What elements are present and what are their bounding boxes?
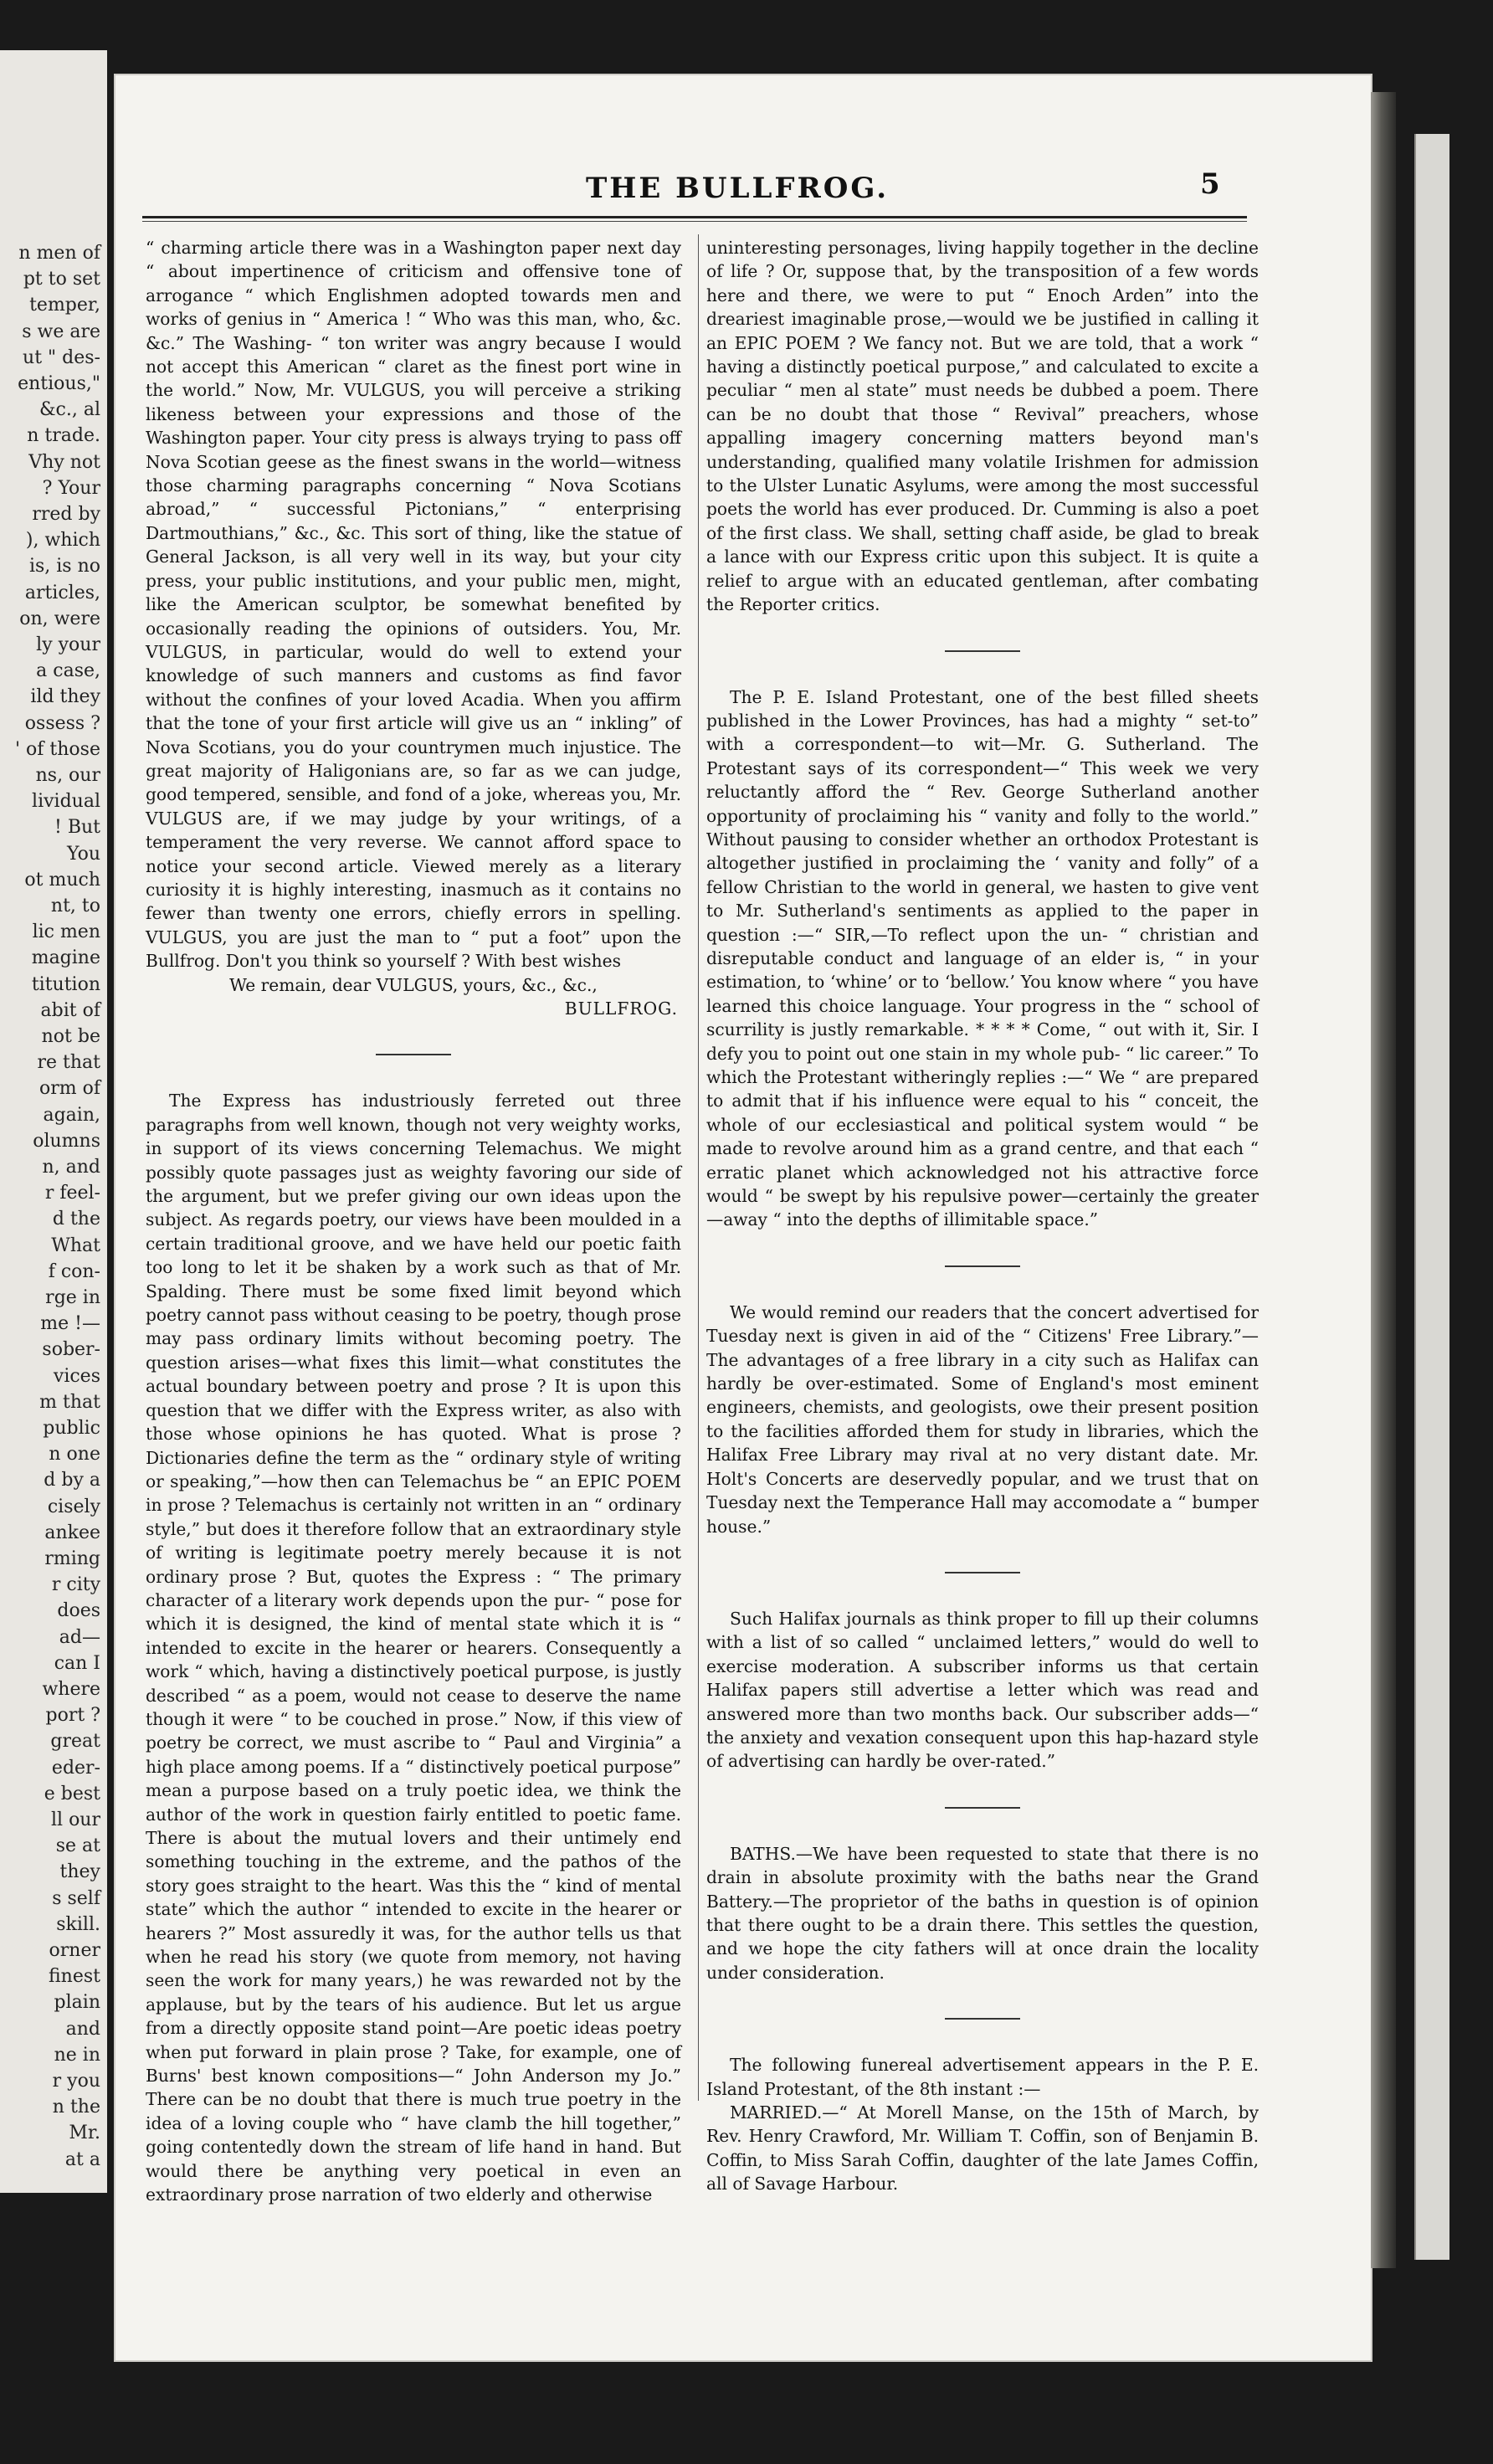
prev-page-fragment: r city bbox=[51, 1574, 100, 1596]
prev-page-fragment: ' of those bbox=[15, 738, 100, 760]
prev-page-fragment: eder- bbox=[51, 1757, 100, 1779]
prev-page-fragment: What bbox=[51, 1235, 100, 1256]
prev-page-fragment: r feel- bbox=[44, 1183, 100, 1204]
protestant-article: The P. E. Island Protestant, one of the best filled sheets published in the Lower Provinces, has had a mighty “ set-to” with a correspondent—to wit—Mr. G. Sutherland. The Protestant says of its correspondent—“ This week we very reluctantly afford the “ Rev. George Sutherland another opportunity of proclaiming his “ vanity and folly to the world.” Without pausing to consider whether an orthodox Protestant is altogether justified in proclaiming the ‘ vanity and folly” of a fellow Christian to the world in general, we hasten to give vent to Mr. Sutherland's sentiments as applied to the paper in question :—“ SIR,—To reflect upon the un- “ christian and disreputable conduct and language of an elder is, “ in your estimation, to ‘whine’ or to ‘bellow.’ You know where “ you have learned this choice language. Your progress in the “ school of scurrility is justly remarkable. * * * * Come, “ out with it, Sir. I defy you to point out one stain in my whole pub- “ lic career.” To which the Protestant witheringly replies :—“ We “ are prepared to admit that if his influence were equal to his “ conceit, the whole of our ecclesiastical and political system would “ be made to revolve around him as a grand centre, and that each “ erratic planet which acknowledged not his attractive force would “ be swept by his repulsive power—certainly the greater—away “ into the depths of illimitable space.” bbox=[706, 686, 1259, 1230]
prev-page-fragment: cisely bbox=[47, 1496, 100, 1517]
prev-page-fragment: temper, bbox=[29, 295, 100, 316]
prev-page-fragment: ut " des- bbox=[23, 346, 100, 368]
prev-page-fragment: nt, to bbox=[50, 896, 100, 916]
prev-page-fragment: s self bbox=[52, 1887, 100, 1909]
prev-page-fragment: re that bbox=[37, 1052, 100, 1074]
prev-page-fragment: ad— bbox=[59, 1626, 100, 1648]
section-separator bbox=[945, 1807, 1020, 1809]
section-separator bbox=[376, 1054, 451, 1055]
prev-page-fragment: port ? bbox=[45, 1705, 100, 1727]
concert-notice: We would remind our readers that the concert advertised for Tuesday next is given in aid of the “ Citizens' Free Library.”—The advantages of a free library in a city such as Halifax can hardly be over-estimated. Some of England's most eminent engineers, chemists, and geologists, owe their present position to the facilities afforded them for study in libraries, which the Halifax Free Library may rival at no very distant date. Mr. Holt's Concerts are deservedly popular, and we trust that on Tuesday next the Temperance Hall may accomodate a “ bumper house.” bbox=[706, 1301, 1259, 1537]
prev-page-fragment: at a bbox=[64, 2148, 100, 2170]
prev-page-fragment: ossess ? bbox=[24, 712, 100, 734]
prev-page-fragment: ly your bbox=[36, 634, 100, 655]
prev-page-fragment: does bbox=[57, 1600, 100, 1622]
section-separator bbox=[945, 2018, 1020, 2020]
prev-page-fragment: n trade. bbox=[27, 425, 100, 447]
baths-notice: BATHS.—We have been requested to state that there is no drain in absolute proximity with the baths near the Grand Battery.—The proprietor of the baths in question is of opinion that there ought to be a drain there. This settles the question, and we hope the city fathers will at once drain the locality under consideration. bbox=[706, 1843, 1259, 1983]
page-shadow bbox=[1371, 92, 1396, 2268]
prev-page-fragment: not be bbox=[41, 1026, 100, 1047]
prev-page-fragment: lividual bbox=[32, 791, 100, 813]
section-separator bbox=[945, 1265, 1020, 1267]
prev-page-fragment: entious," bbox=[18, 373, 100, 394]
prev-page-fragment: n men of bbox=[18, 243, 100, 264]
prev-page-fragment: d the bbox=[52, 1209, 100, 1230]
prev-page-fragment: orm of bbox=[38, 1078, 100, 1100]
prev-page-fragment: olumns bbox=[33, 1130, 100, 1152]
express-article-continued: uninteresting personages, living happily together in the decline of life ? Or, suppose that, by the transposition of a few words here and there, we were to put “ Enoch Arden” into the dreariest imaginable prose,—would we be justified in calling it an EPIC POEM ? We fancy not. But we are told, that a work “ having a distinctly poetical purpose,” and calculated to excite a peculiar “ men al state” must needs be dubbed a poem. There can be no doubt that those “ Revival” preachers, whose appalling imagery concerning matters beyond man's understanding, qualified many volatile Irishmen for admission to the Ulster Lunatic Asylums, were among the most successful poets the world has ever produced. Dr. Cumming is also a poet of the first class. We shall, setting chaff aside, be glad to break a lance with our Express critic upon this subject. It is quite a relief to argue with an educated gentleman, after combating the Reporter critics. bbox=[706, 238, 1259, 615]
header-rule bbox=[142, 216, 1247, 218]
previous-page-edge bbox=[0, 50, 107, 2193]
prev-page-fragment: e best bbox=[44, 1783, 100, 1804]
prev-page-fragment: lic men bbox=[32, 921, 100, 943]
prev-page-fragment: great bbox=[50, 1731, 100, 1753]
prev-page-fragment: ne in bbox=[54, 2044, 100, 2066]
prev-page-fragment: again, bbox=[43, 1104, 100, 1126]
right-column bbox=[706, 236, 1259, 2196]
prev-page-fragment: n one bbox=[49, 1444, 100, 1466]
running-head: THE BULLFROG. bbox=[586, 172, 890, 205]
prev-page-fragment: ns, our bbox=[35, 765, 100, 786]
prev-page-fragment: rred by bbox=[32, 504, 100, 525]
prev-page-fragment: articles, bbox=[24, 582, 100, 603]
section-separator bbox=[945, 1572, 1020, 1573]
letter-closing: We remain, dear VULGUS, yours, &c., &c., bbox=[229, 974, 598, 995]
prev-page-fragment: me !— bbox=[40, 1313, 100, 1335]
prev-page-fragment: s we are bbox=[22, 321, 100, 342]
prev-page-fragment: rming bbox=[44, 1548, 100, 1569]
prev-page-fragment: orner bbox=[49, 1940, 100, 1961]
left-column bbox=[146, 236, 681, 2207]
prev-page-fragment: public bbox=[43, 1418, 100, 1439]
letters-notice: Such Halifax journals as think proper to fill up their columns with a list of so called “ unclaimed letters,” would do well to exercise moderation. A subscriber informs us that certain Halifax papers still advertise a letter which was read and answered more than two months back. Our subscriber adds—“ the anxiety and vexation consequent upon this hap-hazard style of advertising can hardly be over-rated.” bbox=[706, 1608, 1259, 1772]
prev-page-fragment: on, were bbox=[19, 608, 100, 629]
prev-page-fragment: and bbox=[65, 2018, 100, 2040]
prev-page-fragment: m that bbox=[39, 1391, 100, 1413]
prev-page-fragment: n the bbox=[52, 2097, 100, 2118]
prev-page-fragment: Vhy not bbox=[28, 451, 100, 473]
header-rule-thin bbox=[142, 221, 1247, 222]
letter-signature: BULLFROG. bbox=[564, 998, 678, 1019]
prev-page-fragment: is, is no bbox=[28, 556, 100, 578]
express-article: The Express has industriously ferreted out three paragraphs from well known, though not very weighty works, in support of its views concerning Telemachus. We might possibly quote passages just as weighty favoring our side of the argument, but we prefer giving our own ideas upon the subject. As regards poetry, our views have been moulded in a certain traditional groove, and we have held our poetic faith too long to let it be shaken by a work such as that of Mr. Spalding. There must be some fixed limit beyond which poetry cannot pass without ceasing to be poetry, though prose may pass ordinary limits without becoming poetry. The question arises—what fixes this limit—what constitutes the actual boundary between poetry and prose ? It is upon this question that we differ with the Express writer, as also with those whose opinions he has quoted. What is prose ? Dictionaries define the term as the “ ordinary style of writing or speaking,”—how then can Telemachus be “ an EPIC POEM in prose ? Telemachus is certainly not written in an “ ordinary style,” but does it therefore follow that an extraordinary style of writing is legitimate poetry merely because it is not ordinary prose ? But, quotes the Express : “ The primary character of a literary work depends upon the pur- “ pose for which it is designed, the kind of mental state which it is “ intended to excite in the hearer or hearers. Consequently a work “ which, having a distinctively poetical purpose, is justly described “ as a poem, would not cease to deserve the name though it were “ to be couched in prose.” Now, if this view of poetry be correct, we must ascribe to “ Paul and Virginia” a high place among poems. If a “ distinctively poetical purpose” mean a purpose based on a truly poetic idea, we think the author of the work in question fairly entitled to poetic fame. There is about the mutual lovers and their untimely end something touching in the extreme, and the pathos of the story goes straight to the heart. Was this the “ kind of mental state” which the author “ intended to excite in the hearer or hearers ?” Most assuredly it was, for the author tells us that when he read his story (we quote from memory, not having seen the work for many years,) he was rewarded not by the applause, but by the tears of his audience. But let us argue from a directly opposite stand point—Are poetic ideas poetry when put forward in plain prose ? Take, for example, one of Burns' best known compositions—“ John Anderson my Jo.” There can be no doubt that there is much true poetry in the idea of a loving couple who “ have clamb the hill together,” going contentedly down the stream of life hand in hand. But would there be anything very poetical in even an extraordinary prose narration of two elderly and otherwise bbox=[146, 1091, 681, 2205]
prev-page-fragment: titution bbox=[31, 973, 100, 995]
page-number: 5 bbox=[1200, 167, 1220, 201]
prev-page-fragment: f con- bbox=[48, 1260, 100, 1282]
prev-page-fragment: &c., al bbox=[38, 399, 100, 421]
prev-page-fragment: ild they bbox=[30, 686, 100, 708]
prev-page-fragment: where bbox=[42, 1679, 100, 1700]
prev-page-fragment: skill. bbox=[56, 1913, 100, 1935]
column-divider bbox=[698, 234, 699, 2101]
prev-page-fragment: they bbox=[59, 1861, 100, 1883]
prev-page-fragment: se at bbox=[55, 1835, 100, 1857]
prev-page-fragment: vices bbox=[53, 1365, 100, 1387]
vulgus-letter-body: “ charming article there was in a Washington paper next day “ about impertinence of criticism and offensive tone of arrogance “ which Englishmen adopted towards men and works of genius in “ America ! “ Who was this man, who, &c. &c.” The Washing- “ ton writer was angry because I would not accept this American “ claret as the finest port wine in the world.” Now, Mr. VULGUS, you will perceive a striking likeness between your expressions and those of the Washington paper. Your city press is always trying to pass off Nova Scotian geese as the finest swans in the world—witness those charming paragraphs concerning “ Nova Scotians abroad,” “ successful Pictonians,” “ enterprising Dartmouthians,” &c., &c. This sort of thing, like the statue of General Jackson, is all very well in its way, but your city press, your public institutions, and your public men, might, like the American sculptor, be somewhat benefited by occasionally reading the opinions of outsiders. You, Mr. VULGUS, in particular, would do well to extend your knowledge of such manners and customs as find favor without the confines of your loved Acadia. When you affirm that the tone of your first article will give us an “ inkling” of Nova Scotians, you do your countrymen much injustice. The great majority of Haligonians are, so far as we can judge, good tempered, sensible, and fond of a joke, whereas you, Mr. VULGUS are, if we may judge by your writings, of a temperament the very reverse. We cannot afford space to notice your second article. Viewed merely as a literary curiosity it is highly interesting, inasmuch as it contains no fewer than twenty one errors, chiefly errors in spelling. VULGUS, you are just the man to “ put a foot” upon the Bullfrog. Don't you think so yourself ? With best wishes bbox=[146, 238, 681, 972]
prev-page-fragment: rge in bbox=[45, 1287, 100, 1308]
prev-page-fragment: ll our bbox=[51, 1810, 100, 1830]
prev-page-fragment: r you bbox=[52, 2071, 100, 2092]
prev-page-fragment: ! But bbox=[54, 817, 100, 839]
prev-page-fragment: plain bbox=[54, 1992, 100, 2014]
prev-page-fragment: d by a bbox=[44, 1470, 100, 1491]
prev-page-fragment: abit of bbox=[40, 999, 100, 1021]
prev-page-fragment: ? Your bbox=[42, 477, 100, 499]
prev-page-fragment: sober- bbox=[42, 1339, 100, 1361]
prev-page-fragment: magine bbox=[31, 947, 100, 969]
prev-page-fragment: ankee bbox=[44, 1522, 100, 1543]
prev-page-fragment: can I bbox=[54, 1652, 100, 1674]
prev-page-fragment: finest bbox=[49, 1966, 100, 1988]
prev-page-fragment: Mr. bbox=[69, 2123, 100, 2144]
prev-page-fragment: ), which bbox=[25, 530, 100, 552]
prev-page-fragment: n, and bbox=[42, 1157, 100, 1178]
married-notice: MARRIED.—“ At Morell Manse, on the 15th of March, by Rev. Henry Crawford, Mr. William T. Coffin, son of Benjamin B. Coffin, to Miss Sarah Coffin, daughter of the late James Coffin, all of Savage Harbour. bbox=[706, 2102, 1259, 2194]
prev-page-fragment: pt to set bbox=[23, 269, 100, 290]
next-page-edge bbox=[1414, 134, 1449, 2260]
funeral-intro: The following funereal advertisement appears in the P. E. Island Protestant, of the 8th instant :— bbox=[706, 2055, 1259, 2099]
prev-page-fragment: ot much bbox=[24, 869, 100, 891]
prev-page-fragment: You bbox=[66, 843, 100, 865]
prev-page-fragment: a case, bbox=[36, 660, 100, 682]
section-separator bbox=[945, 650, 1020, 652]
